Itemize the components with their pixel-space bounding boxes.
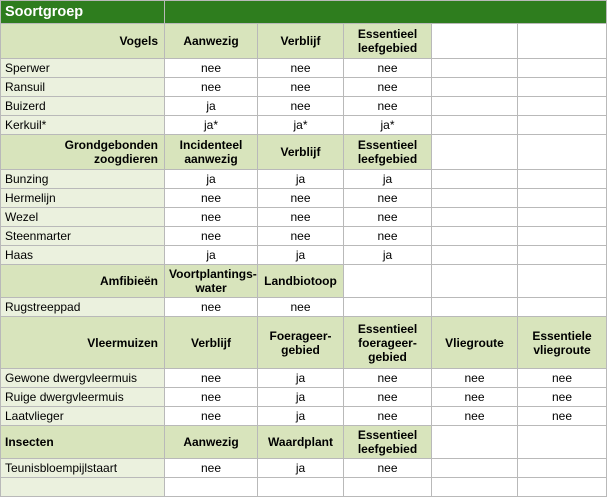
empty-cell xyxy=(432,208,518,227)
section-header-row xyxy=(1,135,607,170)
empty-cell xyxy=(432,78,518,97)
column-header: Landbiotoop xyxy=(258,265,344,298)
empty-cell xyxy=(518,170,607,189)
column-header: Essentieel foerageer-gebied xyxy=(344,317,432,369)
cell-value: nee xyxy=(165,78,258,97)
column-header: Incidenteel aanwezig xyxy=(165,135,258,170)
empty-cell xyxy=(432,59,518,78)
cell-value: nee xyxy=(165,59,258,78)
cell-value: nee xyxy=(258,208,344,227)
column-header: Verblijf xyxy=(165,317,258,369)
cell-value: nee xyxy=(258,59,344,78)
empty-cell xyxy=(518,135,607,170)
table-row xyxy=(1,208,607,227)
column-header: Essentieel leefgebied xyxy=(344,426,432,459)
cell-value: nee xyxy=(258,97,344,116)
cell-value: ja* xyxy=(258,116,344,135)
species-name: Teunisbloempijlstaart xyxy=(1,459,165,478)
empty-cell xyxy=(432,246,518,265)
column-header: Waardplant xyxy=(258,426,344,459)
column-header: Voortplantings-water xyxy=(165,265,258,298)
table-row xyxy=(1,227,607,246)
table-row xyxy=(1,170,607,189)
section-header-row xyxy=(1,426,607,459)
cell-value: nee xyxy=(518,407,607,426)
cell-value: nee xyxy=(258,189,344,208)
cell-value: nee xyxy=(344,208,432,227)
cell-value: nee xyxy=(165,388,258,407)
cell-value xyxy=(258,478,344,497)
table-row xyxy=(1,97,607,116)
species-name: Laatvlieger xyxy=(1,407,165,426)
empty-cell xyxy=(432,459,518,478)
cell-value: nee xyxy=(344,407,432,426)
empty-cell xyxy=(518,426,607,459)
species-name: Hermelijn xyxy=(1,189,165,208)
table-row xyxy=(1,59,607,78)
section-group-label: Amfibieën xyxy=(1,265,165,298)
cell-value: ja xyxy=(258,459,344,478)
empty-cell xyxy=(518,265,607,298)
title-row xyxy=(1,1,607,24)
empty-cell xyxy=(432,116,518,135)
cell-value: ja* xyxy=(344,116,432,135)
empty-cell xyxy=(432,189,518,208)
cell-value: ja* xyxy=(165,116,258,135)
column-header: Vliegroute xyxy=(432,317,518,369)
cell-value: ja xyxy=(344,246,432,265)
cell-value: ja xyxy=(258,246,344,265)
empty-cell xyxy=(518,59,607,78)
cell-value: nee xyxy=(344,459,432,478)
species-name: Wezel xyxy=(1,208,165,227)
empty-cell xyxy=(344,298,432,317)
section-group-label: Insecten xyxy=(1,426,165,459)
species-name: Steenmarter xyxy=(1,227,165,246)
table-row xyxy=(1,478,607,497)
empty-cell xyxy=(432,135,518,170)
cell-value: nee xyxy=(432,388,518,407)
empty-cell xyxy=(432,426,518,459)
species-name: Sperwer xyxy=(1,59,165,78)
empty-cell xyxy=(518,208,607,227)
empty-cell xyxy=(518,116,607,135)
column-header: Verblijf xyxy=(258,24,344,59)
empty-cell xyxy=(518,459,607,478)
cell-value: nee xyxy=(165,407,258,426)
cell-value: ja xyxy=(165,97,258,116)
species-name: Kerkuil* xyxy=(1,116,165,135)
species-name: Haas xyxy=(1,246,165,265)
cell-value: ja xyxy=(165,170,258,189)
cell-value: nee xyxy=(518,388,607,407)
empty-cell xyxy=(518,97,607,116)
cell-value: nee xyxy=(165,208,258,227)
cell-value: ja xyxy=(258,388,344,407)
species-name: Buizerd xyxy=(1,97,165,116)
species-name: Rugstreeppad xyxy=(1,298,165,317)
cell-value: nee xyxy=(344,78,432,97)
column-header: Verblijf xyxy=(258,135,344,170)
table-row xyxy=(1,298,607,317)
section-group-label: Grondgebonden zoogdieren xyxy=(1,135,165,170)
empty-cell xyxy=(432,298,518,317)
table-row xyxy=(1,78,607,97)
cell-value: nee xyxy=(165,459,258,478)
cell-value xyxy=(344,478,432,497)
table-row xyxy=(1,459,607,478)
cell-value: nee xyxy=(432,369,518,388)
cell-value: ja xyxy=(258,369,344,388)
cell-value: nee xyxy=(344,369,432,388)
cell-value: nee xyxy=(165,298,258,317)
cell-value: ja xyxy=(258,170,344,189)
empty-cell xyxy=(518,227,607,246)
species-name: Ruige dwergvleermuis xyxy=(1,388,165,407)
column-header: Essentiele vliegroute xyxy=(518,317,607,369)
species-name: Gewone dwergvleermuis xyxy=(1,369,165,388)
species-name: Ransuil xyxy=(1,78,165,97)
column-header: Foerageer-gebied xyxy=(258,317,344,369)
empty-cell xyxy=(518,246,607,265)
empty-cell xyxy=(518,24,607,59)
cell-value: nee xyxy=(518,369,607,388)
cell-value: ja xyxy=(344,170,432,189)
title-fill xyxy=(165,1,607,24)
section-group-label: Vogels xyxy=(1,24,165,59)
table-row xyxy=(1,189,607,208)
table-row xyxy=(1,246,607,265)
empty-cell xyxy=(432,170,518,189)
cell-value: nee xyxy=(258,298,344,317)
cell-value: nee xyxy=(344,189,432,208)
cell-value: ja xyxy=(258,407,344,426)
cell-value: ja xyxy=(165,246,258,265)
section-header-row xyxy=(1,24,607,59)
empty-cell xyxy=(518,478,607,497)
section-group-label: Vleermuizen xyxy=(1,317,165,369)
cell-value: nee xyxy=(432,407,518,426)
table-row xyxy=(1,116,607,135)
section-header-row xyxy=(1,265,607,298)
empty-cell xyxy=(432,478,518,497)
empty-cell xyxy=(432,227,518,246)
column-header: Essentieel leefgebied xyxy=(344,24,432,59)
cell-value: nee xyxy=(165,369,258,388)
species-name xyxy=(1,478,165,497)
column-header: Aanwezig xyxy=(165,24,258,59)
empty-cell xyxy=(518,78,607,97)
table-row xyxy=(1,407,607,426)
cell-value: nee xyxy=(344,59,432,78)
table-row xyxy=(1,388,607,407)
cell-value xyxy=(165,478,258,497)
cell-value: nee xyxy=(344,227,432,246)
cell-value: nee xyxy=(165,189,258,208)
table-row xyxy=(1,369,607,388)
empty-cell xyxy=(432,24,518,59)
column-header: Essentieel leefgebied xyxy=(344,135,432,170)
empty-cell xyxy=(518,189,607,208)
cell-value: nee xyxy=(258,227,344,246)
species-name: Bunzing xyxy=(1,170,165,189)
empty-cell xyxy=(432,97,518,116)
cell-value: nee xyxy=(344,388,432,407)
section-header-row xyxy=(1,317,607,369)
cell-value: nee xyxy=(258,78,344,97)
cell-value: nee xyxy=(165,227,258,246)
empty-cell xyxy=(432,265,518,298)
empty-cell xyxy=(518,298,607,317)
column-header: Aanwezig xyxy=(165,426,258,459)
empty-cell xyxy=(344,265,432,298)
cell-value: nee xyxy=(344,97,432,116)
table-title: Soortgroep xyxy=(1,1,165,24)
